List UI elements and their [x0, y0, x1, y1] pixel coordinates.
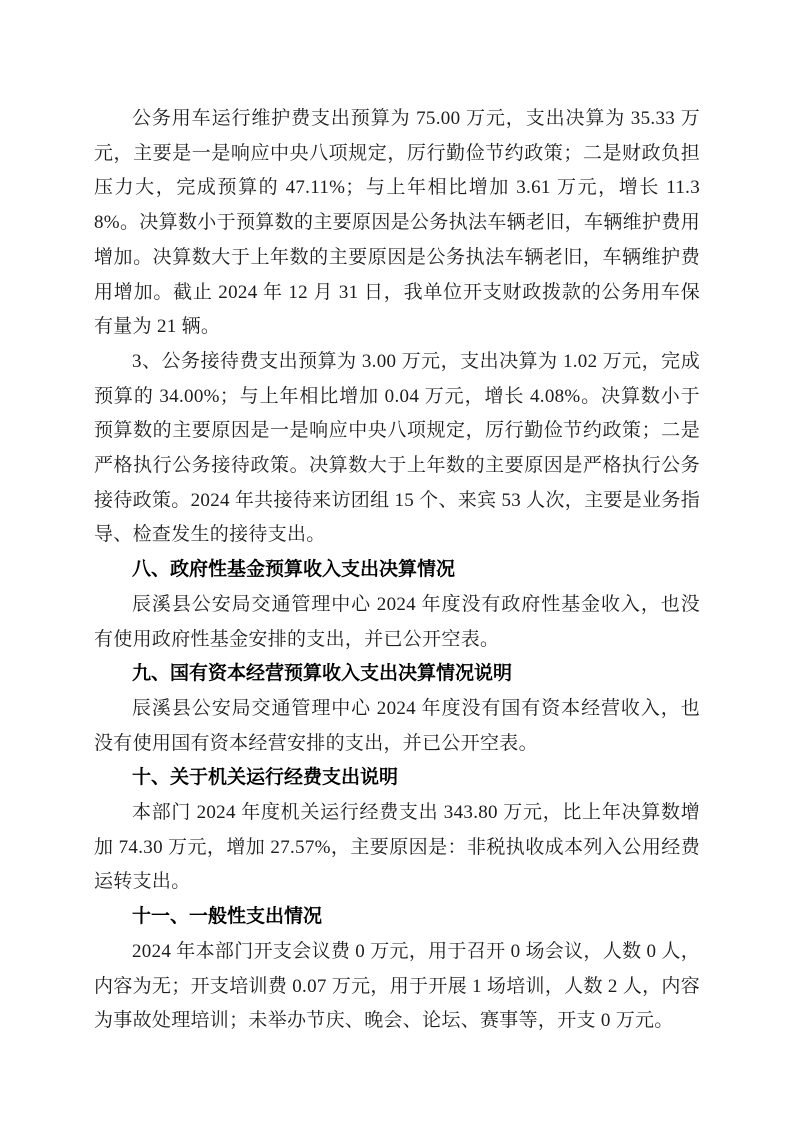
paragraph-general-expense-detail: 2024 年本部门开支会议费 0 万元，用于召开 0 场会议，人数 0 人，内容为无；开支培训费 0.07 万元，用于开展 1 场培训，人数 2 人，内容为事故处理培训；未举办节庆、晚会、论坛、赛事等，开支 0 万元。	[94, 940, 700, 1032]
heading-section-8-government-fund-budget: 八、政府性基金预算收入支出决算情况	[132, 559, 456, 581]
paragraph-state-capital-statement: 辰溪县公安局交通管理中心 2024 年度没有国有资本经营收入，也没有使用国有资本经营安排的支出，并已公开空表。	[94, 697, 700, 754]
paragraph-government-fund-statement: 辰溪县公安局交通管理中心 2024 年度没有政府性基金收入，也没有使用政府性基金安排的支出，并已公开空表。	[94, 593, 700, 650]
heading-section-9-state-capital-budget: 九、国有资本经营预算收入支出决算情况说明	[132, 663, 513, 685]
heading-section-11-general-expense: 十一、一般性支出情况	[132, 906, 323, 928]
paragraph-agency-operating-expense: 本部门 2024 年度机关运行经费支出 343.80 万元，比上年决算数增加 74.30 万元，增加 27.57%，主要原因是：非税执收成本列入公用经费运转支出。	[94, 802, 700, 893]
heading-section-10-agency-operating-expense: 十、关于机关运行经费支出说明	[132, 767, 399, 789]
paragraph-official-reception-expense: 3、公务接待费支出预算为 3.00 万元，支出决算为 1.02 万元，完成预算的 34.00%；与上年相比增加 0.04 万元，增长 4.08%。决算数小于预算数的主要原因是一是响应中央八项规定，厉行勤俭节约政策；二是严格执行公务接待政策。决算数大于上年数的主要原因是严格执行公务接待政策。2024 年共接待来访团组 15 个、来宾 53 人次，主要是业务指导、检查发生的接待支出。	[94, 350, 700, 546]
paragraph-vehicle-maintenance-expense: 公务用车运行维护费支出预算为 75.00 万元，支出决算为 35.33 万元，主要是一是响应中央八项规定，厉行勤俭节约政策；二是财政负担压力大，完成预算的 47.11%；与上年相比增加 3.61 万元，增长 11.38%。决算数小于预算数的主要原因是公务执法车辆老旧，车辆维护费用增加。决算数大于上年数的主要原因是公务执法车辆老旧，车辆维护费用增加。截止 2024 年 12 月 31 日，我单位开支财政拨款的公务用车保有量为 21 辆。	[94, 108, 700, 338]
